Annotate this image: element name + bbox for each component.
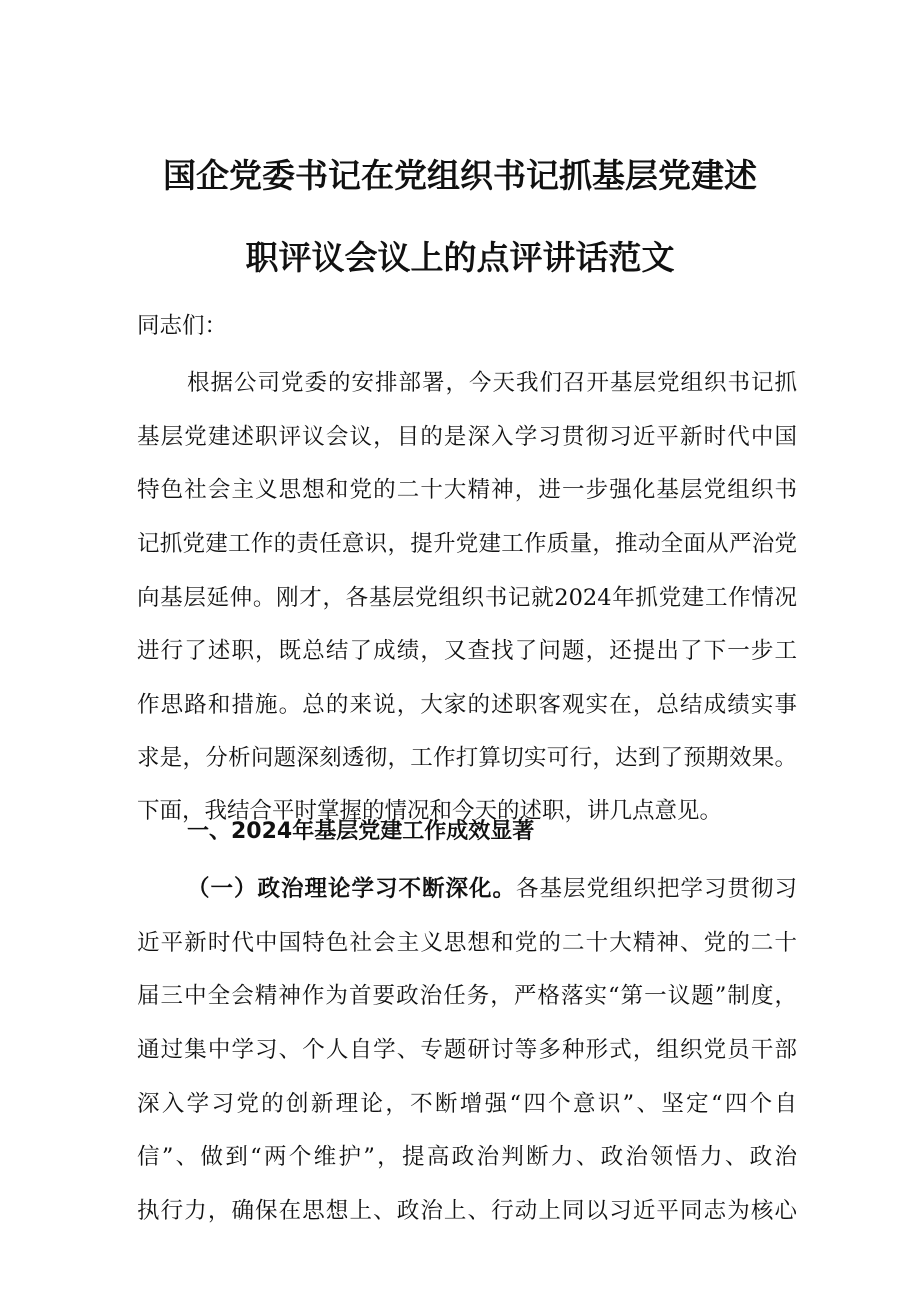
- paragraph-1-line: 向基层延伸。刚才，各基层党组织书记就2024年抓党建工作情况: [137, 585, 797, 611]
- greeting: 同志们：: [137, 313, 228, 339]
- paragraph-1-line: 进行了述职，既总结了成绩，又查找了问题，还提出了下一步工: [137, 638, 797, 664]
- paragraph-1-line: 作思路和措施。总的来说，大家的述职客观实在，总结成绩实事: [137, 692, 797, 718]
- paragraph-1-line: 记抓党建工作的责任意识，提升党建工作质量，推动全面从严治党: [137, 531, 797, 557]
- paragraph-2-line: 深入学习党的创新理论，不断增强“四个意识”、坚定“四个自: [137, 1091, 797, 1117]
- paragraph-2-line: 通过集中学习、个人自学、专题研讨等多种形式，组织党员干部: [137, 1037, 797, 1063]
- document-title-line-1: 国企党委书记在党组织书记抓基层党建述: [163, 156, 757, 195]
- subheading-lead: （一）政治理论学习不断深化。: [187, 876, 516, 902]
- paragraph-1-line: 求是，分析问题深刻透彻，工作打算切实可行，达到了预期效果。: [137, 745, 797, 771]
- paragraph-1-line: 基层党建述职评议会议，目的是深入学习贯彻习近平新时代中国: [137, 424, 797, 450]
- paragraph-1-line: 根据公司党委的安排部署，今天我们召开基层党组织书记抓: [187, 370, 797, 396]
- paragraph-2-first-line-rest: 各基层党组织把学习贯彻习: [515, 876, 797, 902]
- paragraph-2-line: 信”、做到“两个维护”，提高政治判断力、政治领悟力、政治: [137, 1144, 797, 1170]
- paragraph-2-line: 近平新时代中国特色社会主义思想和党的二十大精神、党的二十: [137, 930, 797, 956]
- document-title-line-2: 职评议会议上的点评讲话范文: [245, 238, 675, 277]
- section-heading-1: 一、2024年基层党建工作成效显著: [187, 819, 535, 844]
- paragraph-2-line: 执行力，确保在思想上、政治上、行动上同以习近平同志为核心: [137, 1198, 797, 1224]
- paragraph-1-line: 下面，我结合平时掌握的情况和今天的述职，讲几点意见。: [137, 798, 723, 824]
- paragraph-1-line: 特色社会主义思想和党的二十大精神，进一步强化基层党组织书: [137, 477, 797, 503]
- paragraph-2-line: 届三中全会精神作为首要政治任务，严格落实“第一议题”制度，: [137, 983, 797, 1009]
- paragraph-2-first-line: [187, 862, 797, 916]
